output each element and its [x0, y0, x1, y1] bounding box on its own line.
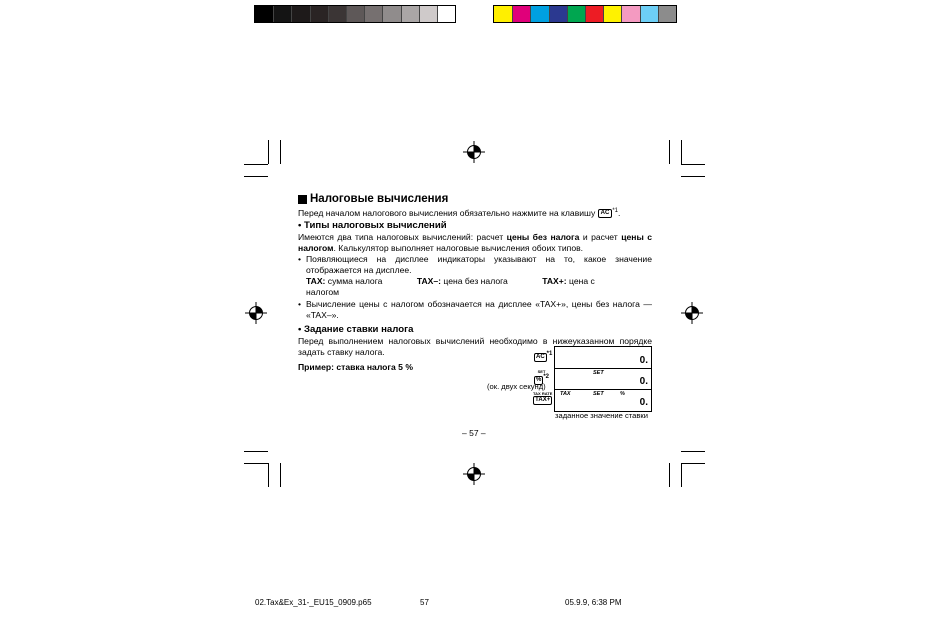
registration-mark-icon	[463, 463, 485, 485]
list-item: • Вычисление цены с налогом обозначается на дисплее «TAX+», цены без налога — «TAX–».	[298, 298, 652, 320]
bullet-icon: •	[298, 254, 302, 265]
gray-swatch	[328, 6, 346, 22]
list-item: • Появляющиеся на дисплее индикаторы указывают на то, какое значение отображается на дисплее.	[298, 254, 652, 276]
tax-indicators-legend: TAX: сумма налога TAX–: цена без налога TAX+: цена с налогом	[306, 276, 595, 298]
color-swatch	[530, 6, 548, 22]
color-swatch	[549, 6, 567, 22]
section-intro: Перед началом налогового вычисления обязательно нажмите на клавишу AC $^{*1}$.	[298, 207, 621, 218]
set-indicator: SET	[593, 391, 604, 397]
gray-swatch	[291, 6, 309, 22]
section-title: Налоговые вычисления	[298, 192, 652, 206]
footer-page: 57	[420, 598, 429, 607]
rate-paragraph: Перед выполнением налоговых вычислений необходимо в нижеуказанном порядке задать ставку налога.	[298, 335, 652, 357]
crop-mark	[244, 176, 268, 177]
footer-filename: 02.Tax&Ex_31-_EU15_0909.p65	[255, 598, 372, 607]
hold-duration-note: (ок. двух секунд)	[487, 382, 546, 391]
gray-swatch	[346, 6, 364, 22]
tax-plus-key-icon: TAX RATE TAX+	[533, 391, 553, 403]
registration-mark-icon	[681, 302, 703, 324]
page-number: – 57 –	[462, 428, 486, 438]
color-swatch	[494, 6, 512, 22]
types-heading: • Типы налоговых вычислений	[298, 219, 447, 231]
grayscale-color-bar	[254, 5, 456, 23]
crop-mark	[681, 463, 705, 464]
color-swatch	[585, 6, 603, 22]
color-swatch	[567, 6, 585, 22]
ac-key-icon: AC	[598, 209, 613, 218]
display-value: 0.	[639, 376, 648, 387]
display-caption: заданное значение ставки	[555, 411, 648, 420]
ac-key-icon: AC $^{*1}$	[536, 351, 553, 360]
footer-timestamp: 05.9.9, 6:38 PM	[565, 598, 622, 607]
crop-mark	[280, 140, 281, 164]
gray-swatch	[382, 6, 400, 22]
registration-mark-icon	[245, 302, 267, 324]
gray-swatch	[419, 6, 437, 22]
gray-swatch	[255, 6, 273, 22]
crop-mark	[244, 463, 268, 464]
bullet-icon: •	[298, 298, 302, 309]
set-indicator: SET	[593, 370, 604, 376]
crop-mark	[681, 164, 705, 165]
set-percent-key-icon: SET % $^{*2}$	[536, 369, 550, 383]
crop-mark	[244, 164, 268, 165]
calculator-display	[554, 346, 652, 412]
gray-swatch	[364, 6, 382, 22]
crop-mark	[268, 140, 269, 164]
example-label: Пример: ставка налога 5 %	[298, 361, 413, 372]
crop-mark	[268, 463, 269, 487]
crop-mark	[669, 140, 670, 164]
gray-swatch	[273, 6, 291, 22]
rate-heading: • Задание ставки налога	[298, 323, 414, 335]
crop-mark	[244, 451, 268, 452]
crop-mark	[681, 140, 682, 164]
display-row	[555, 368, 651, 390]
crop-mark	[280, 463, 281, 487]
percent-indicator: %	[620, 391, 625, 397]
gray-swatch	[437, 6, 455, 22]
tax-indicator: TAX	[560, 391, 571, 397]
process-color-bar	[493, 5, 677, 23]
crop-mark	[681, 451, 705, 452]
crop-mark	[669, 463, 670, 487]
registration-mark-icon	[463, 141, 485, 163]
color-swatch	[603, 6, 621, 22]
color-swatch	[621, 6, 639, 22]
types-paragraph: Имеются два типа налоговых вычислений: расчет цены без налога и расчет цены с налогом. Калькулятор выполняет налоговые вычисления обоих типов.	[298, 231, 652, 254]
gray-swatch	[401, 6, 419, 22]
display-value: 0.	[639, 397, 648, 408]
color-swatch	[640, 6, 658, 22]
gray-swatch	[310, 6, 328, 22]
square-bullet-icon	[298, 195, 307, 204]
crop-mark	[681, 176, 705, 177]
display-value: 0.	[639, 355, 648, 366]
color-swatch	[512, 6, 530, 22]
crop-mark	[681, 463, 682, 487]
display-row	[555, 389, 651, 411]
color-swatch	[658, 6, 676, 22]
